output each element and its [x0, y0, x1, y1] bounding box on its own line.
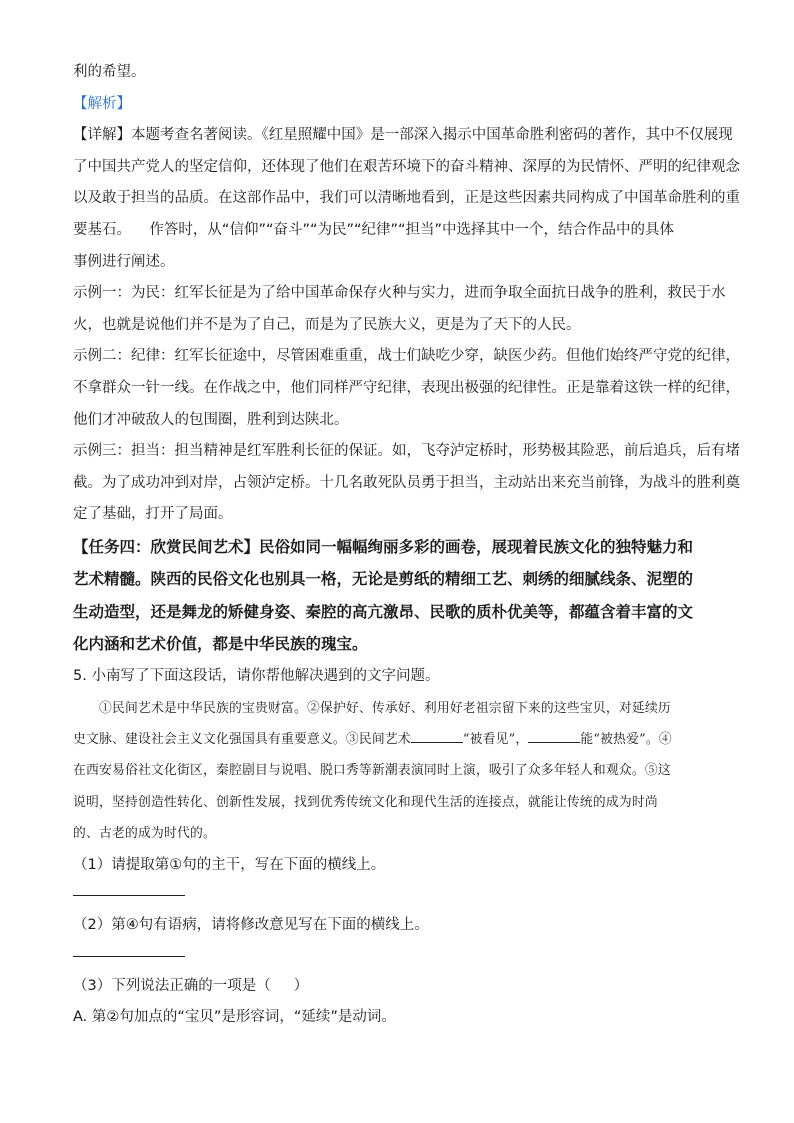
fill-blank[interactable]: [411, 730, 463, 743]
sub-question-1: （1）请提取第①句的主干，写在下面的横线上。: [73, 856, 386, 873]
task4-line: 生动造型，还是舞龙的矫健身姿、秦腔的高亢激昂、民歌的质朴优美等，都蕴含着丰富的文: [73, 602, 694, 621]
passage-text: ①民间艺术是中华民族的宝贵财富。②保护好、传承好、利用好老祖宗留下来的这些宝贝，对延续历: [99, 700, 671, 716]
example-line: 不拿群众一针一线。在作战之中，他们同样严守纪律，表现出极强的纪律性。正是靠着这铁一样的纪律，: [73, 379, 740, 396]
detail-line: 事例进行阐述。: [73, 253, 175, 270]
detail-line: 了中国共产党人的坚定信仰，还体现了他们在艰苦环境下的奋斗精神、深厚的为民情怀、严明的纪律观念: [73, 158, 740, 175]
document-page: [73, 57, 740, 1034]
example-line: 火，也就是说他们并不是为了自己，而是为了民族大义，更是为了天下的人民。: [73, 316, 581, 333]
example-line: 他们才冲破敌人的包围圈，胜利到达陕北。: [73, 411, 349, 428]
task4-line: 【任务四：欣赏民间艺术】民俗如同一幅幅绚丽多彩的画卷，展现着民族文化的独特魅力和: [73, 537, 694, 556]
analysis-tag: 【解析】: [73, 95, 131, 112]
example-line: 定了基础，打开了局面。: [73, 506, 233, 523]
passage-text: 史文脉、建设社会主义文化强国具有重要意义。③民间艺术: [73, 731, 411, 747]
passage-line: 说明，坚持创造性转化、创新性发展，找到优秀传统文化和现代生活的连接点，就能让传统的成为时尚: [73, 794, 658, 810]
sub-question-2: （2）第④句有语病，请将修改意见写在下面的横线上。: [73, 917, 429, 934]
sub-question-3: （3）下列说法正确的一项是（ ）: [73, 977, 309, 994]
detail-line: 【详解】本题考查名著阅读。《红星照耀中国》是一部深入揭示中国革命胜利密码的著作，其中不仅展现: [73, 127, 733, 144]
detail-line: 以及敢于担当的品质。在这部作品中，我们可以清晰地看到，正是这些因素共同构成了中国革命胜利的重: [73, 190, 740, 207]
passage-line: 在西安易俗社文化街区，秦腔剧目与说唱、脱口秀等新潮表演同时上演，吸引了众多年轻人和观众。⑤这: [73, 763, 671, 779]
example-line: 示例三：担当：担当精神是红军胜利长征的保证。如，飞夺泸定桥时，形势极其险恶，前后追兵，后有堵: [73, 443, 740, 460]
fill-blank[interactable]: [528, 730, 580, 743]
task4-line: 化内涵和艺术价值，都是中华民族的瑰宝。: [73, 635, 368, 654]
text-line: 利的希望。: [73, 64, 146, 80]
passage-text: “被看见”，: [462, 731, 529, 747]
passage-line: [73, 724, 733, 755]
option-a: A. 第②句加点的“宝贝”是形容词，“延续”是动词。: [73, 1009, 396, 1026]
example-line: 示例一：为民：红军长征是为了给中国革命保存火种与实力，进而争取全面抗日战争的胜利，救民于水: [73, 285, 726, 302]
task4-line: 艺术精髓。陕西的民俗文化也别具一格，无论是剪纸的精细工艺、刺绣的细腻线条、泥塑的: [73, 570, 694, 589]
example-line: 截。为了成功冲到对岸，占领泸定桥。十几名敢死队员勇于担当，主动站出来充当前锋，为战斗的胜利奠: [73, 474, 740, 491]
detail-line: 要基石。 作答时，从“信仰”“奋斗”“为民”“纪律”“担当”中选择其中一个，结合作品中的具体: [73, 221, 675, 238]
example-line: 示例二：纪律：红军长征途中，尽管困难重重，战士们缺吃少穿，缺医少药。但他们始终严守党的纪律，: [73, 348, 740, 365]
passage-text: 能“被热爱”。④: [580, 731, 672, 747]
passage-line: 的、古老的成为时代的。: [73, 826, 216, 842]
passage-line: [73, 693, 733, 724]
question-5: 5. 小南写了下面这段话，请你帮他解决遇到的文字问题。: [73, 667, 440, 684]
